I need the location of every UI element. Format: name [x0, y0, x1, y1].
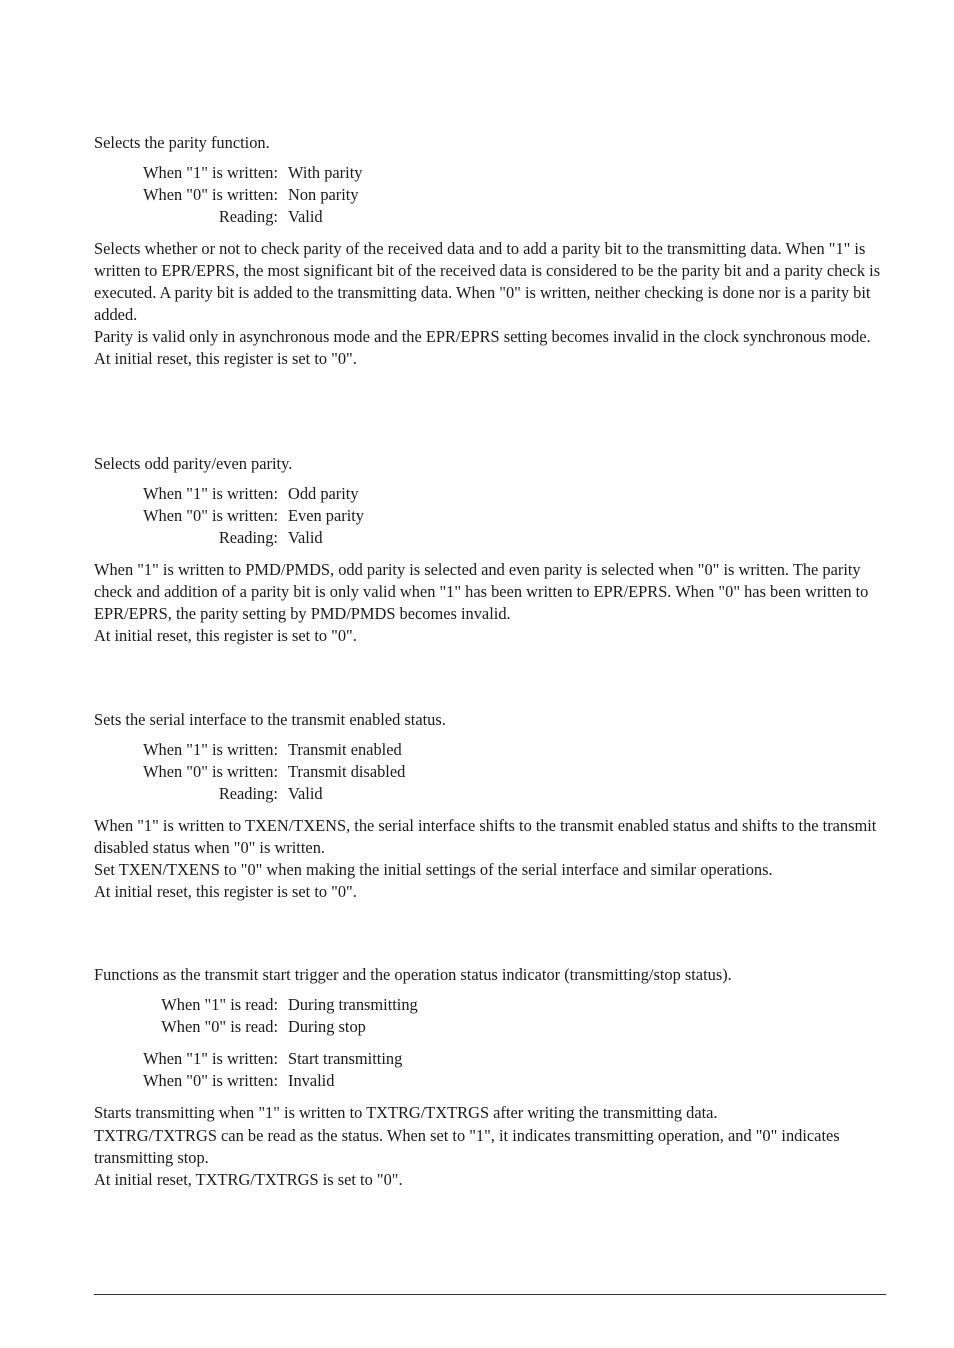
setting-row: When "1" is written: Odd parity: [143, 484, 359, 503]
setting-row: When "1" is written: Start transmitting: [143, 1049, 403, 1068]
body-paragraph: Set TXEN/TXENS to "0" when making the initial settings of the serial interface and similar operations.: [94, 860, 773, 879]
body-paragraph: When "1" is written to PMD/PMDS, odd parity is selected and even parity is selected when "0" is written. The parity check and addition of a parity bit is only valid when "1" has been written to EPR/EPRS. When "0" has been written to EPR/EPRS, the parity setting by PMD/PMDS becomes invalid.: [94, 560, 869, 623]
section-transmit-enable: [94, 709, 886, 903]
body-paragraph: Parity is valid only in asynchronous mode and the EPR/EPRS setting becomes invalid in the clock synchronous mode.: [94, 327, 871, 346]
setting-table: [94, 162, 886, 228]
read-status-table: [94, 994, 886, 1038]
body-paragraph: When "1" is written to TXEN/TXENS, the serial interface shifts to the transmit enabled status and shifts to the transmit disabled status when "0" is written.: [94, 816, 877, 857]
body-paragraph: TXTRG/TXTRGS can be read as the status. When set to "1", it indicates transmitting operation, and "0" indicates transmitting stop.: [94, 1126, 840, 1167]
setting-row: When "1" is written: Transmit enabled: [143, 740, 402, 759]
body-paragraph: At initial reset, this register is set to "0".: [94, 349, 357, 368]
section-intro: Selects the parity function.: [94, 133, 270, 152]
setting-row: Reading: Valid: [218, 207, 323, 226]
setting-row: When "0" is written: Non parity: [143, 185, 359, 204]
setting-row: When "0" is written: Invalid: [143, 1071, 335, 1090]
body-paragraph: At initial reset, this register is set to "0".: [94, 882, 357, 901]
section-parity-mode: [94, 453, 886, 647]
document-page: [94, 0, 886, 1348]
body-paragraph: At initial reset, TXTRG/TXTRGS is set to "0".: [94, 1170, 403, 1189]
setting-table: [94, 483, 886, 549]
setting-row: When "1" is read: During transmitting: [161, 995, 418, 1014]
section-body: [94, 238, 886, 370]
section-body: [94, 1102, 886, 1191]
setting-row: Reading: Valid: [218, 784, 323, 803]
footer-rule: [94, 1294, 886, 1295]
write-setting-table: [94, 1048, 886, 1092]
section-intro: Selects odd parity/even parity.: [94, 454, 293, 473]
section-intro: Sets the serial interface to the transmit enabled status.: [94, 710, 446, 729]
setting-row: When "0" is read: During stop: [161, 1017, 366, 1036]
setting-row: When "0" is written: Transmit disabled: [143, 762, 406, 781]
section-transmit-trigger: [94, 964, 886, 1191]
body-paragraph: Selects whether or not to check parity of the received data and to add a parity bit to the transmitting data. When "1" is written to EPR/EPRS, the most significant bit of the received data is considered to be the parity bit and a parity check is executed. A parity bit is added to the transmitting data. When "0" is written, neither checking is done nor is a parity bit added.: [94, 239, 881, 324]
section-intro: Functions as the transmit start trigger and the operation status indicator (transmitting/stop status).: [94, 965, 732, 984]
setting-row: When "1" is written: With parity: [143, 163, 363, 182]
section-parity-enable: [94, 132, 886, 370]
section-body: [94, 559, 886, 647]
body-paragraph: At initial reset, this register is set to "0".: [94, 626, 357, 645]
section-body: [94, 815, 886, 903]
setting-row: Reading: Valid: [218, 528, 323, 547]
body-paragraph: Starts transmitting when "1" is written to TXTRG/TXTRGS after writing the transmitting data.: [94, 1103, 718, 1122]
setting-table: [94, 739, 886, 805]
setting-row: When "0" is written: Even parity: [143, 506, 365, 525]
